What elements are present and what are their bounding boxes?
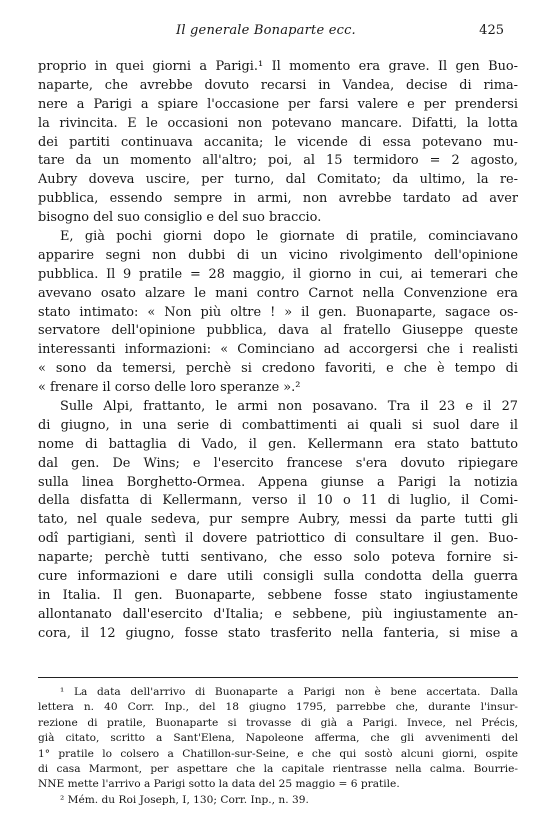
body-line: in Italia. Il gen. Buonaparte, sebbene fosse stato ingiustamente (38, 587, 518, 603)
footnote-line: di casa Marmont, per aspettare che la capitale rientrasse nella calma. Bourrie- (38, 762, 518, 775)
body-line: interessanti informazioni: « Cominciano ad accorgersi che i realisti (38, 342, 518, 358)
body-line: pubblica. Il 9 pratile = 28 maggio, il giorno in cui, ai temerari che (38, 266, 518, 282)
footnote-line: 1° pratile lo colsero a Chatillon-sur-Seine, e che qui sostò alcuni giorni, ospite (38, 747, 518, 760)
body-line: avevano osato alzare le mani contro Carnot nella Convenzione era (38, 285, 518, 301)
body-line: Aubry doveva uscire, per turno, dal Comitato; da ultimo, la re- (38, 172, 518, 188)
footnote-rule (38, 677, 518, 678)
body-line: della disfatta di Kellermann, verso il 10 o 11 di luglio, il Comi- (38, 493, 518, 509)
body-line: Sulle Alpi, frattanto, le armi non posavano. Tra il 23 e il 27 (60, 399, 518, 415)
footnote-line: ² Mém. du Roi Joseph, I, 130; Corr. Inp., n. 39. (60, 793, 309, 806)
footnotes (38, 685, 518, 808)
body-line: odî partigiani, sentì il dovere patriottico di consultare il gen. Buo- (38, 531, 518, 547)
body-line: nome di battaglia di Vado, il gen. Kellermann era stato battuto (38, 436, 518, 452)
body-line: dei partiti continuava accanita; le vicende di essa potevano mu- (38, 134, 518, 150)
footnote-line: ¹ La data dell'arrivo di Buonaparte a Parigi non è bene accertata. Dalla (60, 686, 518, 698)
body-line: allontanato dall'esercito d'Italia; e sebbene, più ingiustamente an- (38, 606, 518, 622)
page-number: 425 (479, 23, 504, 38)
body-line: naparte; perchè tutti sentivano, che esso solo poteva fornire si- (38, 550, 518, 566)
footnote-line: lettera n. 40 Corr. Inp., del 18 giugno 1795, parrebbe che, durante l'insur- (38, 701, 518, 714)
footnote-line: già citato, scritto a Sant'Elena, Napoleone afferma, che gli avvenimenti del (38, 732, 518, 745)
body-line: cure informazioni e dare utili consigli sulla condotta della guerra (38, 569, 518, 585)
running-header (44, 22, 504, 40)
footnote-line: rezione di pratile, Buonaparte si trovasse di già a Parigi. Invece, nel Précis, (38, 716, 518, 729)
body-line: proprio in quei giorni a Parigi.¹ Il momento era grave. Il gen Buo- (38, 59, 518, 74)
body-line: bisogno del suo consiglio e del suo braccio. (38, 210, 322, 226)
body-line: naparte, che avrebbe dovuto recarsi in Vandea, decise di rima- (38, 77, 518, 93)
body-line: dal gen. De Wins; e l'esercito francese s'era dovuto ripiegare (38, 455, 518, 471)
body-line: cora, il 12 giugno, fosse stato trasferito nella fanteria, si mise a (38, 625, 518, 641)
footnote-line: NNE mette l'arrivo a Parigi sotto la data del 25 maggio = 6 pratile. (38, 778, 400, 791)
body-line: di giugno, in una serie di combattimenti ai quali si suol dare il (38, 417, 518, 433)
body-line: « frenare il corso delle loro speranze ».² (38, 380, 301, 396)
body-line: apparire segni non dubbi di un vicino rivolgimento dell'opinione (38, 247, 518, 263)
body-line: stato intimato: « Non più oltre ! » il gen. Buonaparte, sagace os- (38, 304, 518, 320)
body-line: « sono da temersi, perchè si credono favoriti, e che è tempo di (38, 361, 518, 377)
body-line: tato, nel quale sedeva, pur sempre Aubry, messi da parte tutti gli (38, 512, 518, 528)
body-line: tare da un momento all'altro; poi, al 15 termidoro = 2 agosto, (38, 153, 518, 169)
body-line: servatore dell'opinione pubblica, dava al fratello Giuseppe queste (38, 323, 518, 339)
body-line: nere a Parigi a spiare l'occasione per farsi valere e per prendersi (38, 96, 518, 112)
body-text (38, 58, 518, 644)
body-line: E, già pochi giorni dopo le giornate di pratile, cominciavano (60, 229, 518, 245)
body-line: la rivincita. E le occasioni non potevano mancare. Difatti, la lotta (38, 115, 518, 131)
running-title: Il generale Bonaparte ecc. (176, 23, 356, 38)
body-line: sulla linea Borghetto-Ormea. Appena giunse a Parigi la notizia (38, 474, 518, 490)
body-line: pubblica, essendo sempre in armi, non avrebbe tardato ad aver (38, 191, 518, 207)
